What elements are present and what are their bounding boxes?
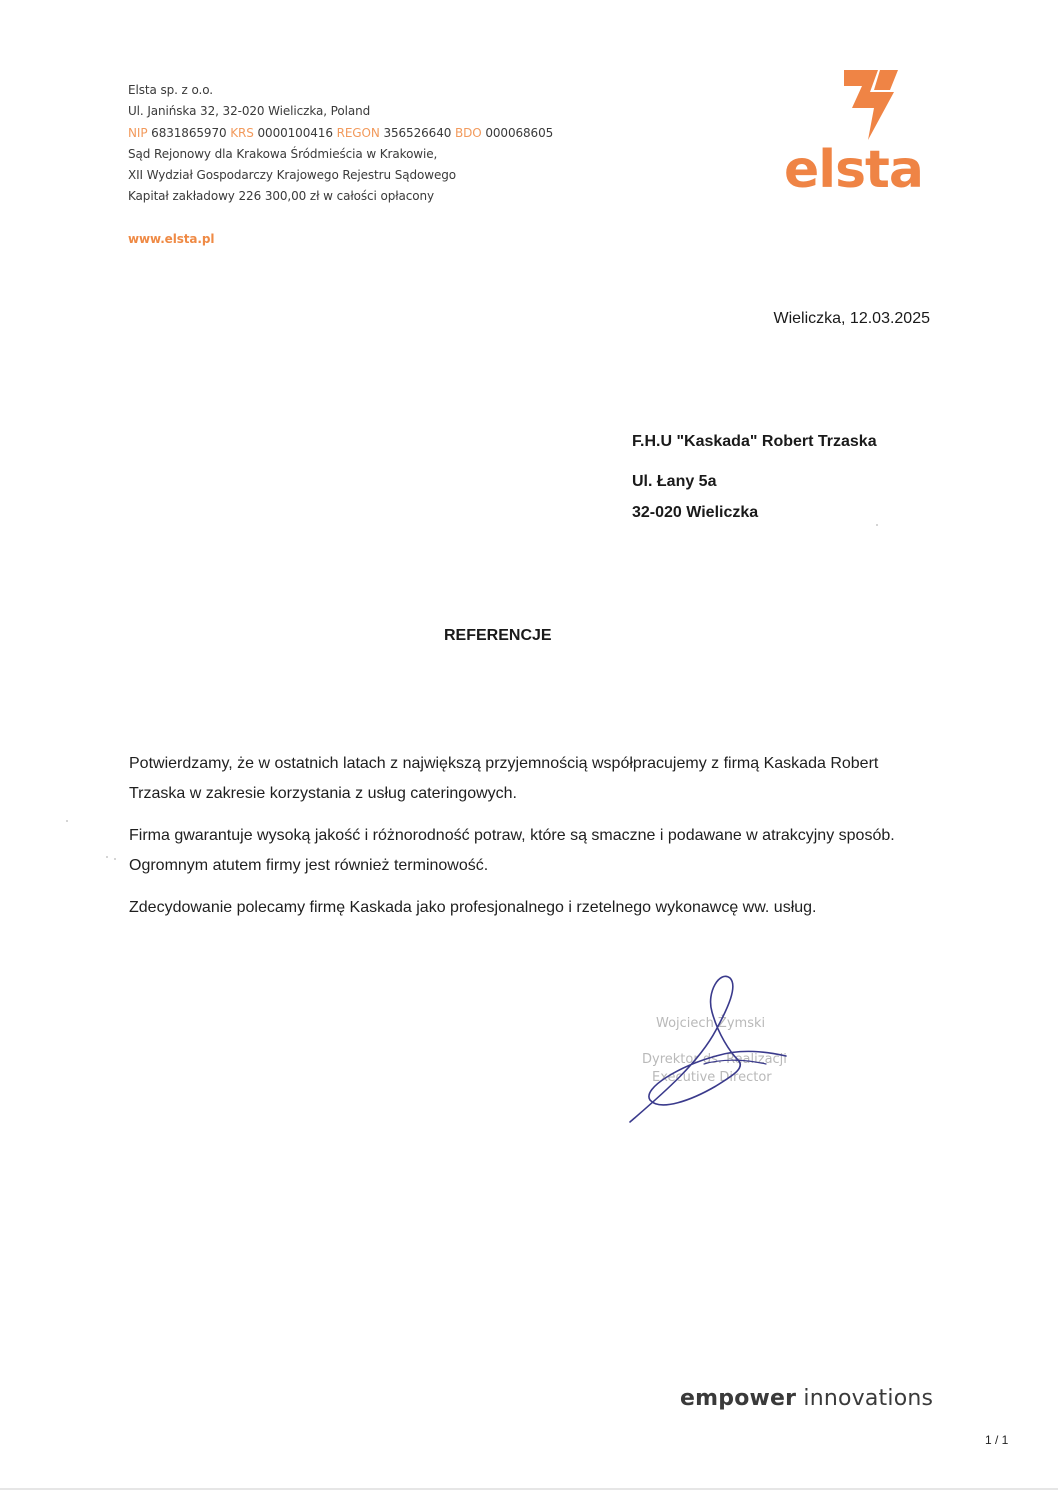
scan-speck (114, 858, 116, 860)
page-bottom-edge (0, 1488, 1058, 1490)
recipient-city: 32-020 Wieliczka (632, 504, 759, 521)
recipient-street: Ul. Łany 5a (632, 473, 717, 490)
letter-date: Wieliczka, 12.03.2025 (773, 310, 930, 327)
company-info (128, 80, 553, 250)
regon-label: REGON (336, 125, 380, 140)
handwritten-signature (620, 968, 800, 1128)
company-name: Elsta sp. z o.o. (128, 83, 213, 97)
page-number: 1 / 1 (985, 1433, 1009, 1447)
company-capital: Kapitał zakładowy 226 300,00 zł w całości opłacony (128, 189, 435, 204)
regon-value: 356526640 (383, 125, 452, 140)
document-title: REFERENCJE (444, 627, 552, 644)
body-paragraph-1: Potwierdzamy, że w ostatnich latach z największą przyjemnością współpracujemy z firmą Kaskada Robert Trzaska w zakresie korzystania z usług cateringowych. (129, 755, 879, 802)
krs-value: 0000100416 (257, 125, 333, 140)
signatory-name: Wojciech Żymski (656, 1016, 766, 1031)
company-registration-ids (128, 123, 553, 144)
company-address: Ul. Janińska 32, 32-020 Wieliczka, Poland (128, 104, 371, 119)
body-paragraph-2: Firma gwarantuje wysoką jakość i różnorodność potraw, które są smaczne i podawane w atrakcyjny sposób. Ogromnym atutem firmy jest również terminowość. (129, 827, 895, 874)
elsta-logo (780, 68, 940, 208)
recipient-address (632, 432, 877, 523)
recipient-name: F.H.U "Kaskada" Robert Trzaska (632, 433, 877, 450)
body-paragraph-3: Zdecydowanie polecamy firmę Kaskada jako profesjonalnego i rzetelnego wykonawcę ww. usług. (129, 899, 817, 916)
letter-body (129, 749, 919, 935)
logo-wordmark: elsta (784, 140, 923, 200)
nip-label: NIP (128, 125, 148, 140)
company-division: XII Wydział Gospodarczy Krajowego Rejestru Sądowego (128, 168, 457, 183)
signatory-role-en: Executive Director (652, 1070, 772, 1085)
footer-slogan (680, 1386, 933, 1411)
scan-speck (66, 820, 68, 822)
company-court: Sąd Rejonowy dla Krakowa Śródmieścia w Krakowie, (128, 146, 438, 161)
slogan-bold: empower (680, 1386, 797, 1411)
scan-speck (106, 856, 108, 858)
krs-label: KRS (230, 125, 254, 140)
bdo-label: BDO (455, 125, 482, 140)
bdo-value: 000068605 (485, 125, 554, 140)
slogan-rest: innovations (796, 1386, 934, 1411)
signatory-role-pl: Dyrektor ds. Realizacji (642, 1052, 787, 1067)
scan-speck (876, 524, 878, 526)
lightning-bolt-icon (840, 68, 910, 140)
nip-value: 6831865970 (151, 125, 227, 140)
company-website-link[interactable]: www.elsta.pl (128, 231, 215, 246)
